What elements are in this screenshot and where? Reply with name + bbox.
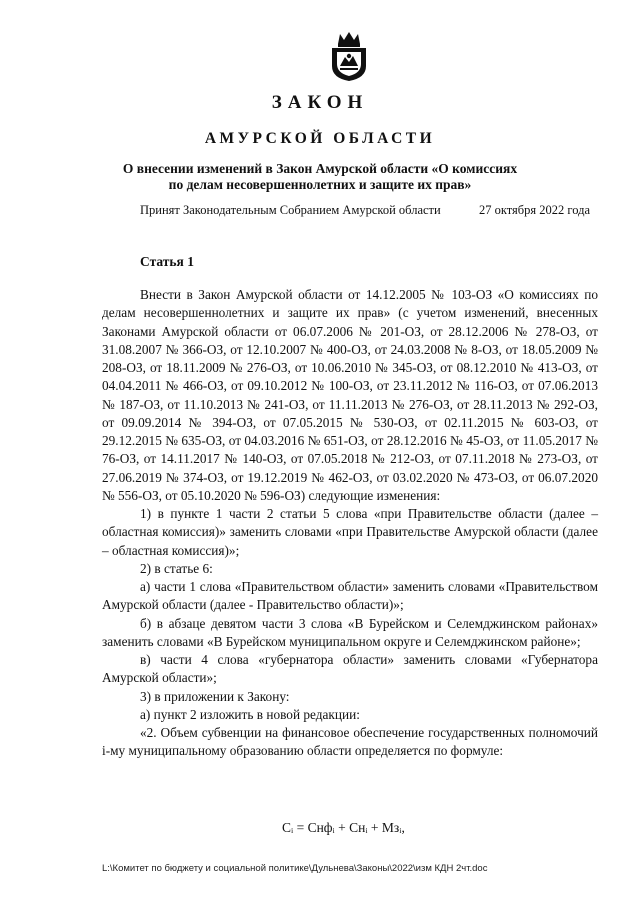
file-path-footer: L:\Комитет по бюджету и социальной политике\Дульнева\Законы\2022\изм КДН 2чт.doc [102,863,488,874]
subvention-formula: Cᵢ = Снфᵢ + Снᵢ + Мзᵢ, [282,820,405,835]
paragraph-item-2a: а) части 1 слова «Правительством области» заменить словами «Правительством Амурской области (далее - Правительство области)»; [102,579,598,613]
adopted-date: 27 октября 2022 года [478,203,590,217]
law-title-line-1: О внесении изменений в Закон Амурской области «О комиссиях [122,161,518,176]
paragraph-item-2: 2) в статье 6: [140,560,213,576]
coat-of-arms-icon [326,30,372,82]
adopted-by: Принят Законодательным Собранием Амурской области [140,203,441,217]
paragraph-intro: Внести в Закон Амурской области от 14.12.2005 № 103-ОЗ «О комиссиях по делам несовершеннолетних и защите их прав» (с учетом изменений, внесенных Законами Амурской области от 06.07.2006 № 201-ОЗ, от 28.12.2006 № 278-ОЗ, от 31.08.2007 № 366-ОЗ, от 12.10.2007 № 400-ОЗ, от 24.03.2008 № 8-ОЗ, от 18.05.2009 № 208-ОЗ, от 18.11.2009 № 276-ОЗ, от 10.06.2010 № 345-ОЗ, от 08.12.2010 № 413-ОЗ, от 04.04.2011 № 466-ОЗ, от 09.10.2012 № 100-ОЗ, от 23.11.2012 № 116-ОЗ, от 07.06.2013 № 187-ОЗ, от 11.10.2013 № 241-ОЗ, от 11.11.2013 № 276-ОЗ, от 28.11.2013 № 292-ОЗ, от 09.09.2014 № 394-ОЗ, от 07.05.2015 № 530-ОЗ, от 02.11.2015 № 603-ОЗ, от 29.12.2015 № 635-ОЗ, от 04.03.2016 № 651-ОЗ, от 28.12.2016 № 45-ОЗ, от 11.05.2017 № 76-ОЗ, от 14.11.2017 № 140-ОЗ, от 07.05.2018 № 212-ОЗ, от 07.11.2018 № 273-ОЗ, от 27.06.2019 № 374-ОЗ, от 19.12.2019 № 462-ОЗ, от 03.02.2020 № 473-ОЗ, от 06.07.2020 № 556-ОЗ, от 05.10.2020 № 596-ОЗ) следующие изменения: [102,287,598,503]
paragraph-item-3a: а) пункт 2 изложить в новой редакции: [140,706,360,722]
paragraph-item-1: 1) в пункте 1 части 2 статьи 5 слова «при Правительстве области (далее – областная комиссия)» заменить словами «при Правительстве Амурской области (далее – областная комиссия)»; [102,506,598,558]
law-title [0,161,640,193]
law-title-line-2: по делам несовершеннолетних и защите их прав» [168,177,472,192]
article-title: Статья 1 [140,254,194,269]
document-type: ЗАКОН [271,92,369,113]
paragraph-quote-2: «2. Объем субвенции на финансовое обеспечение государственных полномочий i-му муниципальному образованию области определяется по формуле: [102,725,598,759]
paragraph-item-2b: б) в абзаце девятом части 3 слова «В Бурейском и Селемджинском районах» заменить словами «В Бурейском муниципальном округе и Селемджинском районе»; [102,615,598,649]
paragraph-item-2v: в) части 4 слова «губернатора области» заменить словами «Губернатора Амурской области»; [102,652,598,686]
region-name: АМУРСКОЙ ОБЛАСТИ [204,130,436,147]
paragraph-item-3: 3) в приложении к Закону: [140,688,290,704]
article-body [102,286,598,761]
